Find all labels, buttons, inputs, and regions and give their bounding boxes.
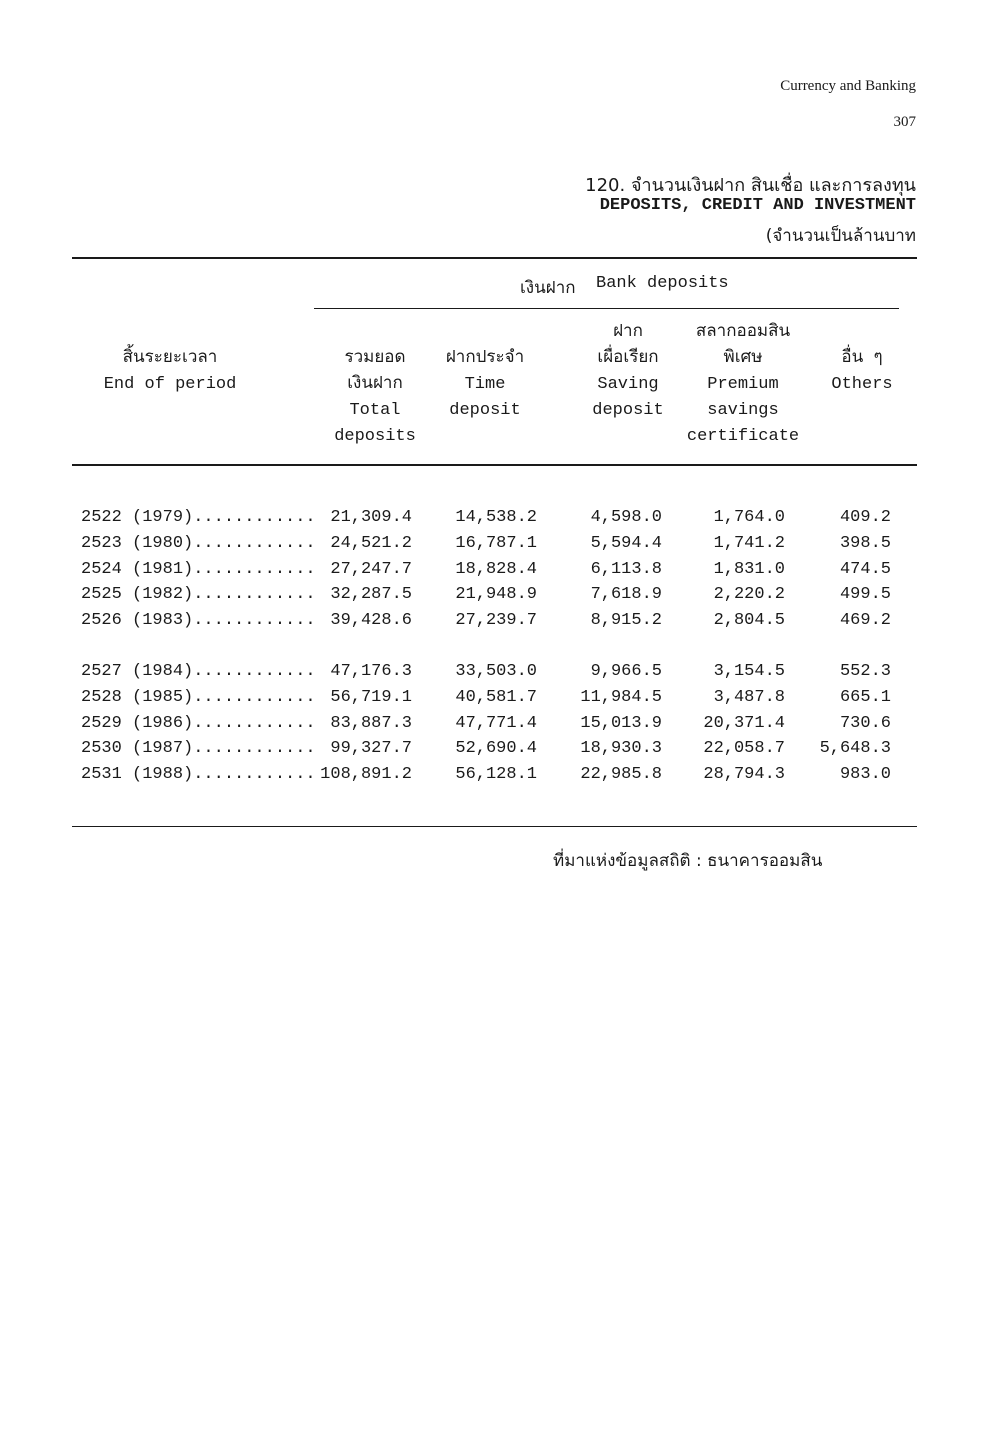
col-header-line: Total [349, 401, 401, 420]
cell-time: 33,503.0 [455, 662, 537, 681]
row-period: 2524 (1981)............ [81, 559, 316, 579]
col-header-line: Saving [597, 375, 659, 394]
cell-time: 52,690.4 [455, 739, 537, 759]
cell-others: 665.1 [839, 687, 891, 707]
col-header-premium [673, 320, 813, 450]
col-header-line: deposits [334, 427, 416, 446]
cell-premium: 1,741.2 [713, 533, 785, 553]
row-period: 2527 (1984)............ [81, 662, 316, 681]
cell-total: 47,176.3 [330, 662, 412, 681]
cell-saving: 18,930.3 [580, 739, 662, 759]
col-header-line: savings [707, 401, 779, 420]
cell-total: 56,719.1 [330, 687, 412, 707]
cell-others: 730.6 [839, 713, 891, 733]
cell-premium: 22,058.7 [703, 739, 785, 759]
row-period: 2522 (1979)............ [81, 508, 316, 527]
cell-premium: 1,831.0 [713, 559, 785, 579]
cell-saving: 4,598.0 [590, 508, 662, 527]
cell-time: 14,538.2 [455, 508, 537, 527]
cell-total: 83,887.3 [330, 713, 412, 733]
cell-time: 18,828.4 [455, 559, 537, 579]
row-period: 2528 (1985)............ [81, 687, 316, 707]
cell-premium: 28,794.3 [703, 765, 785, 785]
cell-saving: 11,984.5 [580, 687, 662, 707]
cell-premium: 3,154.5 [713, 662, 785, 681]
cell-time: 21,948.9 [455, 585, 537, 605]
cell-others: 499.5 [839, 585, 891, 605]
col-header-time [425, 346, 545, 424]
col-header-period [80, 346, 260, 398]
col-header-total [315, 346, 435, 450]
cell-premium: 2,804.5 [713, 611, 785, 631]
cell-premium: 20,371.4 [703, 713, 785, 733]
cell-total: 24,521.2 [330, 533, 412, 553]
cell-total: 99,327.7 [330, 739, 412, 759]
cell-time: 27,239.7 [455, 611, 537, 631]
row-period: 2523 (1980)............ [81, 533, 316, 553]
cell-saving: 7,618.9 [590, 585, 662, 605]
cell-time: 40,581.7 [455, 687, 537, 707]
cell-others: 469.2 [839, 611, 891, 631]
col-header-line: อื่น ๆ [841, 349, 883, 368]
cell-total: 21,309.4 [330, 508, 412, 527]
col-header-line: พิเศษ [723, 349, 763, 368]
col-header-others [812, 346, 912, 398]
col-header-line: ฝากประจำ [445, 349, 525, 368]
cell-saving: 9,966.5 [590, 662, 662, 681]
cell-others: 474.5 [839, 559, 891, 579]
table-title-en: DEPOSITS, CREDIT AND INVESTMENT [599, 196, 916, 215]
row-period: 2531 (1988)............ [81, 765, 316, 785]
col-header-line: Time [464, 375, 506, 394]
cell-premium: 3,487.8 [713, 687, 785, 707]
cell-premium: 2,220.2 [713, 585, 785, 605]
row-period: 2525 (1982)............ [81, 585, 316, 605]
table-bottom-rule [72, 826, 917, 827]
col-header-line: สิ้นระยะเวลา [122, 349, 218, 368]
col-header-line: รวมยอด [344, 349, 406, 368]
cell-time: 16,787.1 [455, 533, 537, 553]
cell-saving: 5,594.4 [590, 533, 662, 553]
col-header-line: ฝาก [613, 323, 643, 342]
col-header-line: สลากออมสิน [695, 323, 791, 342]
cell-others: 983.0 [839, 765, 891, 785]
cell-others: 409.2 [839, 508, 891, 527]
table-title-thai: 120. จำนวนเงินฝาก สินเชื่อ และการลงทุน [585, 175, 916, 196]
cell-premium: 1,764.0 [713, 508, 785, 527]
col-header-line: เงินฝาก [347, 375, 403, 394]
cell-time: 56,128.1 [455, 765, 537, 785]
cell-total: 108,891.2 [320, 765, 412, 785]
table-top-rule [72, 257, 917, 259]
row-period: 2530 (1987)............ [81, 739, 316, 759]
cell-time: 47,771.4 [455, 713, 537, 733]
col-header-line: End of period [103, 375, 237, 394]
cell-saving: 8,915.2 [590, 611, 662, 631]
table-source: ที่มาแห่งข้อมูลสถิติ : ธนาคารออมสิน [553, 851, 823, 871]
cell-others: 552.3 [839, 662, 891, 681]
cell-total: 27,247.7 [330, 559, 412, 579]
col-header-line: certificate [686, 427, 800, 446]
col-header-saving [568, 320, 688, 424]
running-header: Currency and Banking [780, 78, 916, 94]
group-underline [314, 308, 899, 309]
col-header-line: เผื่อเรียก [597, 349, 659, 368]
page-number: 307 [893, 114, 916, 130]
cell-total: 39,428.6 [330, 611, 412, 631]
cell-others: 5,648.3 [819, 739, 891, 759]
group-header-en: Bank deposits [596, 274, 729, 293]
cell-saving: 15,013.9 [580, 713, 662, 733]
cell-saving: 22,985.8 [580, 765, 662, 785]
cell-others: 398.5 [839, 533, 891, 553]
cell-total: 32,287.5 [330, 585, 412, 605]
table-unit: (จำนวนเป็นล้านบาท [765, 226, 916, 246]
col-header-line: Others [831, 375, 893, 394]
cell-saving: 6,113.8 [590, 559, 662, 579]
col-header-line: deposit [592, 401, 664, 420]
row-period: 2526 (1983)............ [81, 611, 316, 631]
group-header-thai: เงินฝาก [520, 278, 576, 298]
row-period: 2529 (1986)............ [81, 713, 316, 733]
col-header-line: deposit [449, 401, 521, 420]
header-bottom-rule [72, 464, 917, 466]
col-header-line: Premium [707, 375, 779, 394]
